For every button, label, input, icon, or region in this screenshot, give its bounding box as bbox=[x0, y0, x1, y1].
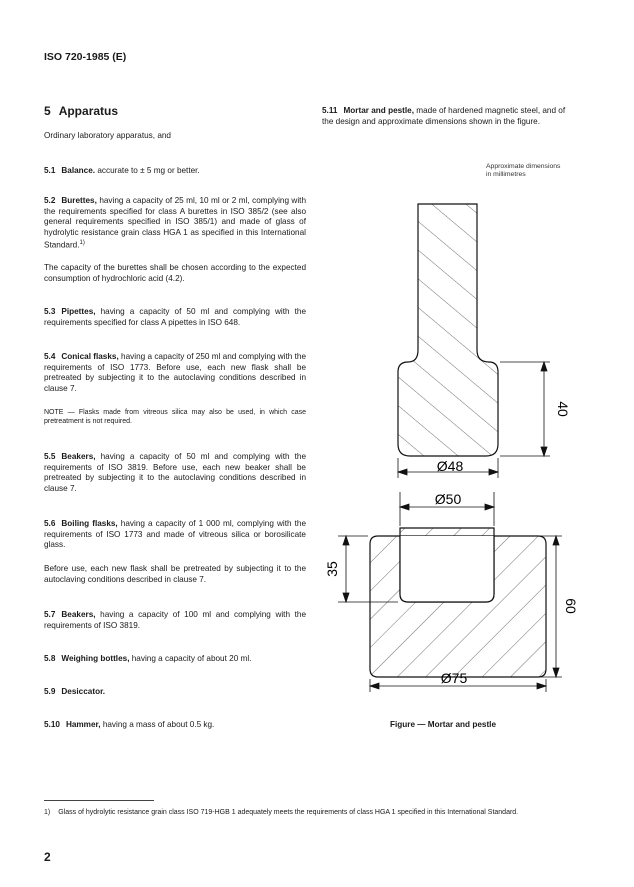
footnote-mark: 1) bbox=[44, 809, 51, 816]
item-5-6 bbox=[44, 519, 306, 551]
item-name: Pipettes, bbox=[61, 307, 96, 316]
item-name: Desiccator. bbox=[61, 687, 106, 696]
item-text: having a capacity of 100 ml and complying with the requirements of ISO 3819. bbox=[44, 610, 307, 630]
item-text: having a mass of about 0.5 kg. bbox=[102, 720, 215, 729]
section-intro: Ordinary laboratory apparatus, and bbox=[44, 131, 171, 140]
item-name: Balance. bbox=[61, 166, 96, 175]
footnote-ref: 1) bbox=[79, 240, 85, 247]
mortar-inner-diameter-label: Ø50 bbox=[434, 491, 462, 507]
section-number: 5 bbox=[44, 104, 51, 118]
mortar-depth-label: 35 bbox=[324, 561, 340, 577]
item-number: 5.3 bbox=[44, 307, 56, 316]
item-number: 5.6 bbox=[44, 519, 56, 528]
item-name: Conical flasks, bbox=[61, 352, 119, 361]
item-number: 5.2 bbox=[44, 196, 56, 205]
item-number: 5.5 bbox=[44, 452, 56, 461]
item-text: made of hardened magnetic steel, and of the design and approximate dimensions shown in the figure. bbox=[322, 106, 566, 126]
item-number: 5.7 bbox=[44, 610, 56, 619]
item-5-10 bbox=[44, 720, 306, 731]
item-number: 5.1 bbox=[44, 166, 56, 175]
pestle-diameter-label: Ø48 bbox=[436, 458, 464, 474]
document-header: ISO 720-1985 (E) bbox=[44, 51, 127, 63]
item-5-1 bbox=[44, 166, 306, 177]
item-name: Burettes, bbox=[61, 196, 97, 205]
item-name: Boiling flasks, bbox=[61, 519, 118, 528]
item-5-2 bbox=[44, 196, 306, 252]
pestle-height-label: 40 bbox=[555, 401, 571, 417]
item-5-8 bbox=[44, 654, 306, 665]
item-5-4 bbox=[44, 352, 306, 394]
footnote-divider bbox=[44, 800, 154, 801]
mortar-pestle-figure bbox=[300, 180, 600, 705]
section-title-text: Apparatus bbox=[58, 104, 119, 118]
dimensions-note bbox=[486, 163, 560, 180]
item-number: 5.8 bbox=[44, 654, 56, 663]
item-5-5 bbox=[44, 452, 306, 494]
item-5-11 bbox=[322, 106, 578, 127]
item-number: 5.11 bbox=[322, 106, 338, 115]
item-5-4-note: NOTE — Flasks made from vitreous silica may also be used, in which case pretreatment is not required. bbox=[44, 409, 306, 426]
item-text: having a capacity of about 20 ml. bbox=[131, 654, 252, 663]
item-name: Hammer, bbox=[65, 720, 101, 729]
figure-caption: Figure — Mortar and pestle bbox=[390, 720, 496, 729]
pestle-shape bbox=[398, 204, 498, 456]
page-number: 2 bbox=[44, 850, 51, 864]
dimensions-note-line2: in millimetres bbox=[486, 171, 526, 179]
item-5-2-para2: The capacity of the burettes shall be chosen according to the expected consumption of hydrochloric acid (4.2). bbox=[44, 263, 306, 283]
item-text: having a capacity of 250 ml and complying with the requirements of ISO 1773. Before use, each new flask shall be pretreated by subjecting it to the autoclaving conditions described in clause 7. bbox=[44, 352, 306, 393]
footnote bbox=[44, 808, 589, 818]
item-5-7 bbox=[44, 610, 306, 631]
pestle-height-dimension bbox=[500, 362, 550, 456]
mortar-cavity bbox=[400, 536, 494, 602]
item-number: 5.4 bbox=[44, 352, 56, 361]
item-text: having a capacity of 25 ml, 10 ml or 2 ml, complying with the requirements specified for class A burettes in ISO 385/2 (see also general requirements specified in ISO 385/1) and made of glass of hydrolytic resistance grain class HGA 1 as specified in this International Standard. bbox=[44, 196, 306, 251]
footnote-text: Glass of hydrolytic resistance grain class ISO 719-HGB 1 adequately meets the requirements of class HGA 1 specified in this International Standard. bbox=[58, 809, 519, 816]
item-name: Beakers, bbox=[61, 610, 96, 619]
item-name: Weighing bottles, bbox=[61, 654, 130, 663]
dimensions-note-line1: Approximate dimensions bbox=[486, 163, 561, 170]
item-number: 5.10 bbox=[44, 720, 60, 729]
item-5-9 bbox=[44, 687, 306, 698]
item-text: having a capacity of 50 ml and complying with the requirements specified for class A pipettes in ISO 648. bbox=[44, 307, 306, 327]
item-text: having a capacity of 1 000 ml, complying with the requirements of ISO 1773 and made of vitreous silica or borosilicate glass. bbox=[44, 519, 306, 550]
item-name: Mortar and pestle, bbox=[343, 106, 415, 115]
mortar-height-label: 60 bbox=[563, 598, 579, 614]
section-title bbox=[44, 104, 118, 118]
item-name: Beakers, bbox=[61, 452, 96, 461]
item-text: having a capacity of 50 ml and complying with the requirements of ISO 3819. Before use, each new beaker shall be pretreated by subjecting it to the autoclaving conditions described in clause 7. bbox=[44, 452, 306, 493]
mortar-outer-diameter-label: Ø75 bbox=[440, 670, 468, 686]
item-text: accurate to ± 5 mg or better. bbox=[97, 166, 200, 175]
item-5-3 bbox=[44, 307, 306, 328]
item-5-6-para2: Before use, each new flask shall be pretreated by subjecting it to the autoclaving conditions described in clause 7. bbox=[44, 564, 306, 584]
item-number: 5.9 bbox=[44, 687, 56, 696]
